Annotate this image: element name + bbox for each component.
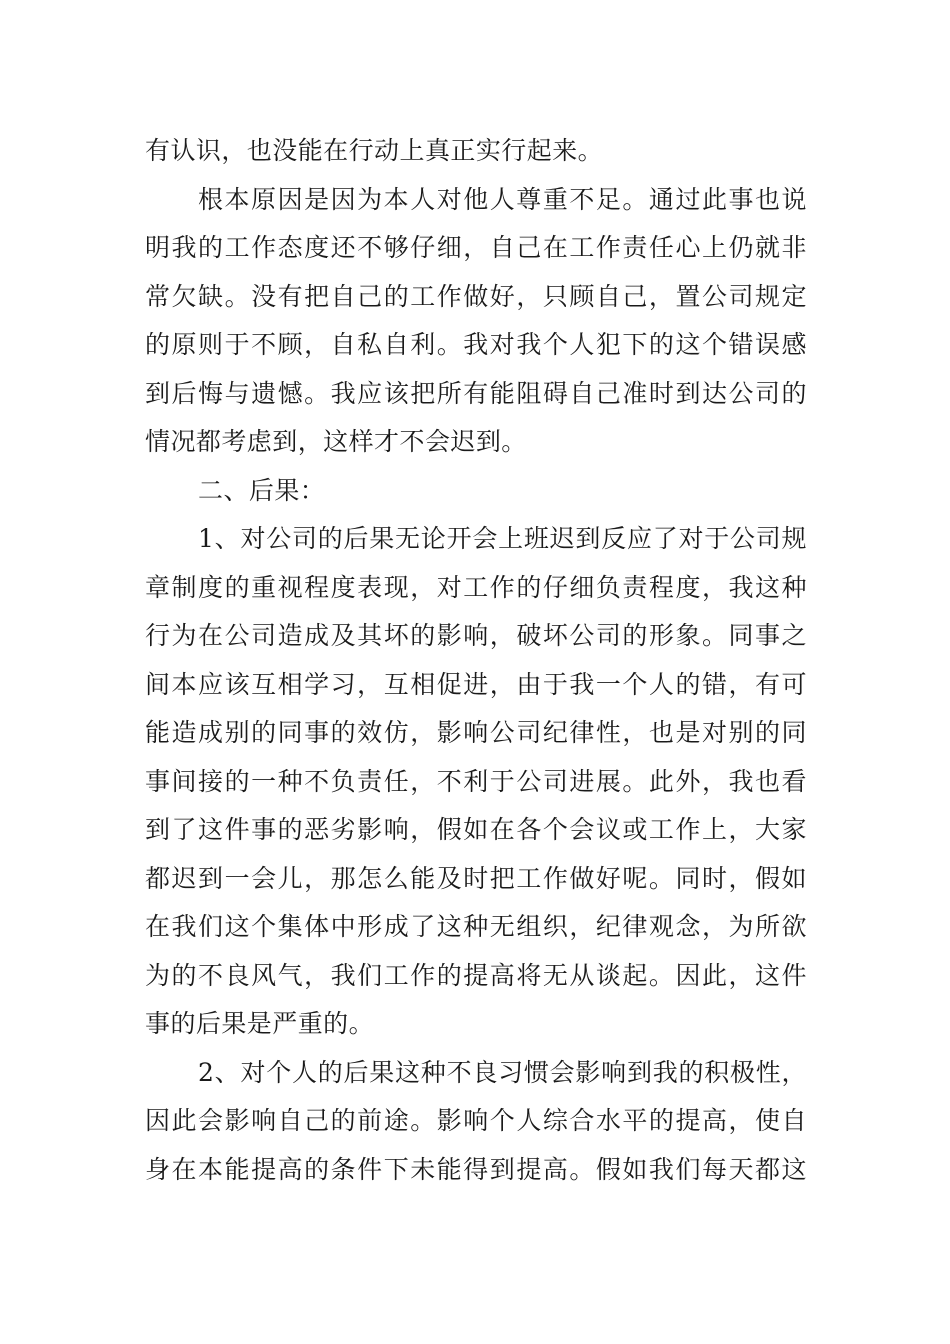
text-line: 章制度的重视程度表现，对工作的仔细负责程度，我这种 <box>145 572 807 602</box>
text-line: 身在本能提高的条件下未能得到提高。假如我们每天都这 <box>145 1154 807 1184</box>
text-line: 根本原因是因为本人对他人尊重不足。通过此事也说 <box>198 184 807 214</box>
text-line: 到了这件事的恶劣影响，假如在各个会议或工作上，大家 <box>145 815 807 844</box>
text-line: 都迟到一会儿，那怎么能及时把工作做好呢。同时，假如 <box>145 863 807 893</box>
text-line: 常欠缺。没有把自己的工作做好，只顾自己，置公司规定 <box>145 281 807 311</box>
text-line: 1、对公司的后果无论开会上班迟到反应了对于公司规 <box>198 524 807 553</box>
text-line: 有认识，也没能在行动上真正实行起来。 <box>145 136 604 165</box>
text-line: 情况都考虑到，这样才不会迟到。 <box>145 427 527 456</box>
text-line: 事间接的一种不负责任，不利于公司进展。此外，我也看 <box>145 766 807 796</box>
text-line: 行为在公司造成及其坏的影响，破坏公司的形象。同事之 <box>145 621 807 650</box>
text-line: 的原则于不顾，自私自利。我对我个人犯下的这个错误感 <box>145 330 807 359</box>
document-body <box>145 127 807 1194</box>
text-line: 在我们这个集体中形成了这种无组织，纪律观念，为所欲 <box>145 912 807 941</box>
text-line: 能造成别的同事的效仿，影响公司纪律性，也是对别的同 <box>145 718 807 747</box>
text-line: 二、后果： <box>198 475 326 505</box>
text-line: 因此会影响自己的前途。影响个人综合水平的提高，使自 <box>145 1106 807 1135</box>
text-line: 为的不良风气，我们工作的提高将无从谈起。因此，这件 <box>145 960 807 990</box>
text-line: 明我的工作态度还不够仔细，自己在工作责任心上仍就非 <box>145 233 807 262</box>
text-line: 事的后果是严重的。 <box>145 1009 375 1038</box>
text-line: 到后悔与遗憾。我应该把所有能阻碍自己准时到达公司的 <box>145 378 807 408</box>
text-line: 间本应该互相学习，互相促进，由于我一个人的错，有可 <box>145 669 807 699</box>
text-line: 2、对个人的后果这种不良习惯会影响到我的积极性， <box>198 1057 807 1087</box>
